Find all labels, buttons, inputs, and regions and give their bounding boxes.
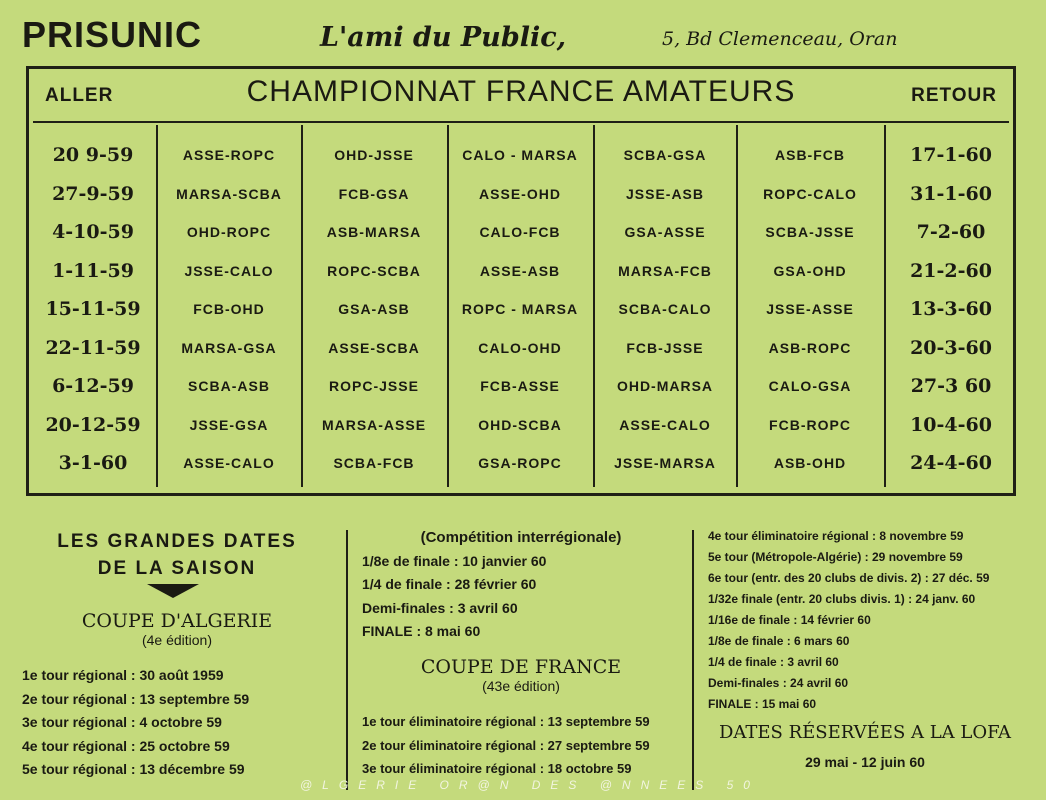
retour-date: 21-2-60: [910, 259, 992, 282]
interregionale-section: [362, 526, 680, 644]
match-pairing: ROPC-SCBA: [327, 262, 421, 279]
date-line: 1/8e de finale : 10 janvier 60: [362, 552, 547, 569]
fixture-table: [26, 66, 1016, 496]
aller-date: 20 9-59: [52, 144, 134, 166]
match-pairing: FCB-GSA: [338, 185, 410, 202]
coupe-algerie-title: COUPE D'ALGERIE: [81, 610, 273, 632]
interregionale-title: (Compétition interrégionale): [420, 529, 622, 546]
retour-date: 24-4-60: [910, 452, 992, 474]
coupe-france-continued: [708, 526, 989, 715]
date-line: 6e tour (entr. des 20 clubs de divis. 2) : 27 déc. 59: [708, 571, 990, 585]
store-address: 5, Bd Clemenceau, Oran: [662, 28, 898, 50]
lofa-title: DATES RÉSERVÉES A LA LOFA: [718, 722, 1012, 743]
aller-date: 3-1-60: [58, 452, 128, 474]
date-line: Demi-finales : 24 avril 60: [708, 676, 849, 690]
match-pairing: ASB-OHD: [773, 455, 847, 471]
match-pairing: ASSE-CALO: [183, 455, 275, 471]
down-arrow-icon: [147, 584, 199, 598]
match-pairing: CALO - MARSA: [462, 147, 578, 163]
match-pairing: FCB-JSSE: [626, 339, 704, 356]
aller-date: 4-10-59: [52, 221, 134, 243]
match-pairing: ROPC-CALO: [763, 185, 857, 202]
championship-title: CHAMPIONNAT FRANCE AMATEURS: [246, 75, 796, 108]
match-pairing: GSA-ROPC: [478, 455, 562, 471]
date-line: 1e tour éliminatoire régional : 13 septembre 59: [362, 714, 650, 729]
aller-date: 20-12-59: [45, 413, 141, 436]
section-divider: [692, 530, 694, 790]
lofa-dates: 29 mai - 12 juin 60: [805, 754, 925, 770]
match-pairing: JSSE-ASB: [625, 185, 705, 202]
match-pairing: MARSA-ASSE: [321, 416, 427, 433]
match-pairing: MARSA-SCBA: [176, 185, 282, 202]
match-pairing: GSA-ASSE: [624, 224, 706, 240]
match-pairing: JSSE-ASSE: [766, 301, 854, 317]
coupe-france-title: COUPE DE FRANCE: [420, 656, 622, 678]
column-divider: [447, 125, 449, 487]
coupe-france-dates: [362, 710, 650, 781]
match-pairing: SCBA-JSSE: [765, 224, 855, 240]
match-pairing: ASSE-OHD: [479, 185, 561, 202]
column-divider: [156, 125, 158, 487]
match-pairing: FCB-ASSE: [480, 378, 560, 394]
match-pairing: JSSE-MARSA: [614, 455, 716, 471]
match-pairing: MARSA-GSA: [181, 339, 277, 356]
season-heading-line2: DE LA SAISON: [97, 558, 257, 579]
match-pairing: SCBA-CALO: [618, 301, 712, 317]
retour-date: 10-4-60: [910, 413, 992, 436]
aller-date: 1-11-59: [52, 259, 134, 282]
match-pairing: CALO-FCB: [479, 224, 561, 240]
coupe-algerie-section: [22, 610, 332, 648]
match-pairing: ASB-MARSA: [326, 224, 422, 240]
match-pairing: OHD-SCBA: [478, 416, 562, 433]
slogan: L'ami du Public,: [320, 22, 567, 53]
coupe-france-section: [362, 656, 680, 694]
retour-date: 7-2-60: [916, 221, 986, 243]
aller-date: 15-11-59: [45, 298, 141, 320]
retour-date: 13-3-60: [910, 298, 992, 320]
date-line: 1e tour régional : 30 août 1959: [22, 667, 224, 683]
retour-date: 20-3-60: [910, 336, 992, 359]
retour-label: RETOUR: [911, 85, 997, 106]
match-pairing: GSA-ASB: [338, 301, 410, 317]
date-line: 4e tour régional : 25 octobre 59: [22, 737, 230, 754]
match-pairing: CALO-GSA: [768, 378, 852, 394]
date-line: 5e tour régional : 13 décembre 59: [22, 761, 245, 777]
match-pairing: ROPC-JSSE: [329, 378, 419, 394]
retour-date: 27-3 60: [910, 375, 992, 397]
column-divider: [301, 125, 303, 487]
match-pairing: ROPC - MARSA: [461, 301, 579, 317]
match-pairing: JSSE-CALO: [184, 262, 274, 279]
match-pairing: OHD-MARSA: [616, 378, 714, 394]
match-pairing: SCBA-GSA: [623, 147, 707, 163]
match-pairing: ASSE-ASB: [479, 262, 561, 279]
match-pairing: FCB-OHD: [193, 301, 265, 317]
match-pairing: ASSE-CALO: [619, 416, 711, 433]
date-line: 1/4 de finale : 28 février 60: [362, 576, 537, 592]
aller-date: 27-9-59: [52, 182, 134, 205]
date-line: FINALE : 8 mai 60: [362, 623, 481, 639]
match-pairing: ASB-ROPC: [768, 339, 852, 356]
match-pairing: GSA-OHD: [773, 262, 847, 279]
date-line: 5e tour (Métropole-Algérie) : 29 novembre 59: [708, 550, 963, 564]
aller-label: ALLER: [45, 85, 114, 106]
match-pairing: OHD-ROPC: [186, 224, 272, 240]
match-pairing: FCB-ROPC: [769, 416, 851, 433]
title-divider: [33, 121, 1009, 123]
match-pairing: ASSE-SCBA: [328, 339, 420, 356]
coupe-algerie-dates: [22, 664, 249, 782]
brand-name: PRISUNIC: [22, 14, 203, 55]
date-line: Demi-finales : 3 avril 60: [362, 599, 518, 616]
section-divider: [346, 530, 348, 790]
match-pairing: CALO-OHD: [478, 339, 562, 356]
date-line: 1/8e de finale : 6 mars 60: [708, 634, 850, 648]
season-heading-line1: LES GRANDES DATES: [57, 531, 297, 552]
date-line: FINALE : 15 mai 60: [708, 697, 817, 711]
date-line: 2e tour régional : 13 septembre 59: [22, 690, 250, 707]
date-line: 3e tour régional : 4 octobre 59: [22, 714, 222, 730]
match-pairing: SCBA-ASB: [188, 378, 270, 394]
lofa-section: [700, 722, 1030, 775]
date-line: 1/16e de finale : 14 février 60: [708, 613, 871, 627]
match-pairing: MARSA-FCB: [618, 262, 712, 279]
watermark-text: @LGERIE OR@N DES @NNEES 50: [300, 778, 760, 792]
date-line: 1/4 de finale : 3 avril 60: [708, 655, 839, 669]
store-header: [22, 10, 1022, 60]
match-pairing: ASB-FCB: [775, 147, 845, 163]
coupe-algerie-edition: (4e édition): [141, 632, 213, 648]
match-pairing: SCBA-FCB: [333, 455, 415, 471]
season-dates-heading: [22, 528, 332, 582]
date-line: 3e tour éliminatoire régional : 18 octobre 59: [362, 761, 632, 776]
retour-date: 17-1-60: [910, 144, 992, 166]
match-pairing: ASSE-ROPC: [182, 147, 276, 163]
column-divider: [884, 125, 886, 487]
retour-date: 31-1-60: [910, 182, 992, 205]
date-line: 4e tour éliminatoire régional : 8 novembre 59: [708, 529, 964, 543]
date-line: 2e tour éliminatoire régional : 27 septembre 59: [362, 737, 650, 753]
match-pairing: JSSE-GSA: [189, 416, 269, 433]
aller-date: 6-12-59: [52, 375, 134, 397]
coupe-france-edition: (43e édition): [482, 678, 560, 694]
date-line: 1/32e finale (entr. 20 clubs divis. 1) : 24 janv. 60: [708, 592, 976, 606]
match-pairing: OHD-JSSE: [334, 147, 414, 163]
aller-date: 22-11-59: [45, 336, 141, 359]
